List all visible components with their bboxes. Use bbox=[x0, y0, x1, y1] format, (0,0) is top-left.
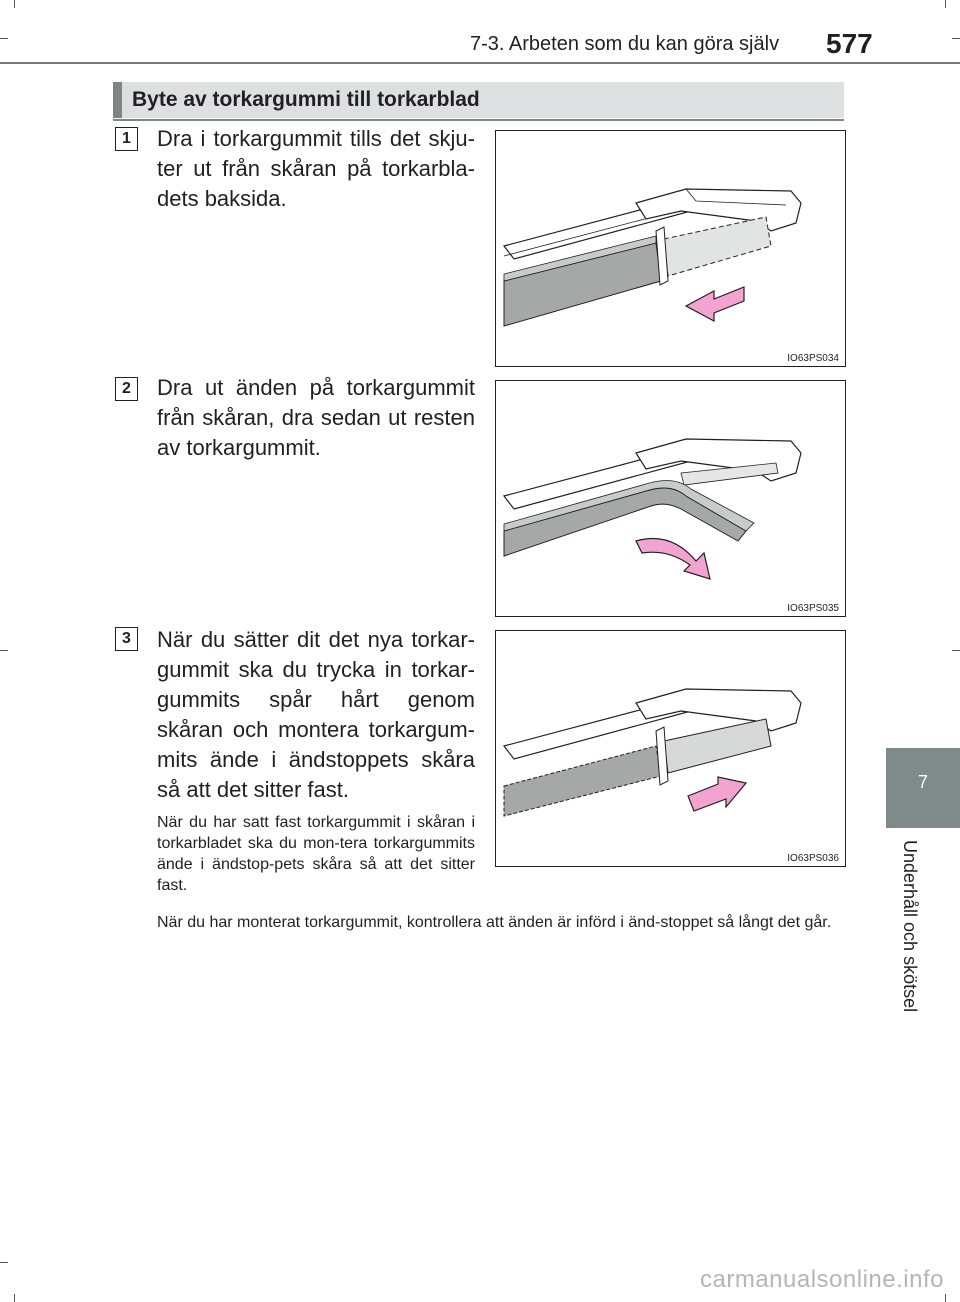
step-number-badge: 3 bbox=[115, 627, 138, 651]
figure-code: IO63PS035 bbox=[787, 603, 839, 614]
step-note: När du har satt fast torkargummit i skåran i torkarbladet ska du mon-tera torkargummits ände i ändstop-pets skåra så att det sitter fast. bbox=[157, 814, 475, 894]
crop-mark bbox=[945, 0, 946, 8]
chapter-number: 7 bbox=[917, 772, 928, 792]
figure-step-1 bbox=[495, 130, 846, 367]
crop-mark bbox=[0, 650, 8, 651]
final-note: När du har monterat torkargummit, kontrollera att änden är införd i änd-stoppet så långt det går. bbox=[157, 914, 832, 931]
crop-mark bbox=[952, 650, 960, 651]
crop-mark bbox=[14, 0, 15, 8]
figure-step-2 bbox=[495, 380, 846, 617]
header-divider bbox=[0, 62, 960, 64]
figure-code: IO63PS034 bbox=[787, 353, 839, 364]
figure-code: IO63PS036 bbox=[787, 853, 839, 864]
chapter-title-wrap bbox=[886, 828, 960, 1038]
figure-step-3 bbox=[495, 630, 846, 867]
step-text: När du sätter dit det nya torkar-gummit ska du trycka in torkar-gummits spår hårt genom skåran och montera torkargum-mits ände i ändstoppets skåra så att det sitter fast. bbox=[157, 627, 475, 802]
step-number-badge: 1 bbox=[115, 127, 138, 151]
crop-mark bbox=[945, 1294, 946, 1302]
watermark: carmanualsonline.info bbox=[700, 1266, 944, 1293]
page-number: 577 bbox=[826, 28, 873, 59]
step-text: Dra ut änden på torkargummit från skåran, dra sedan ut resten av torkargummit. bbox=[157, 375, 475, 460]
crop-mark bbox=[0, 1262, 8, 1263]
section-heading bbox=[113, 82, 844, 118]
section-heading-accent bbox=[113, 82, 122, 118]
crop-mark bbox=[0, 38, 8, 39]
wiper-blade-illustration bbox=[496, 381, 845, 616]
crop-mark bbox=[14, 1294, 15, 1302]
step-number-badge: 2 bbox=[115, 377, 138, 401]
chapter-title: Underhåll och skötsel bbox=[900, 840, 920, 1013]
wiper-blade-illustration bbox=[496, 131, 845, 366]
section-rule bbox=[113, 119, 844, 121]
header-section-title: 7-3. Arbeten som du kan göra själv bbox=[470, 33, 780, 55]
crop-mark bbox=[952, 38, 960, 39]
section-title: Byte av torkargummi till torkarblad bbox=[132, 88, 480, 111]
step-text: Dra i torkargummit tills det skju-ter ut från skåran på torkarbla-dets baksida. bbox=[157, 126, 475, 211]
chapter-tab bbox=[886, 748, 960, 828]
wiper-blade-illustration bbox=[496, 631, 845, 866]
